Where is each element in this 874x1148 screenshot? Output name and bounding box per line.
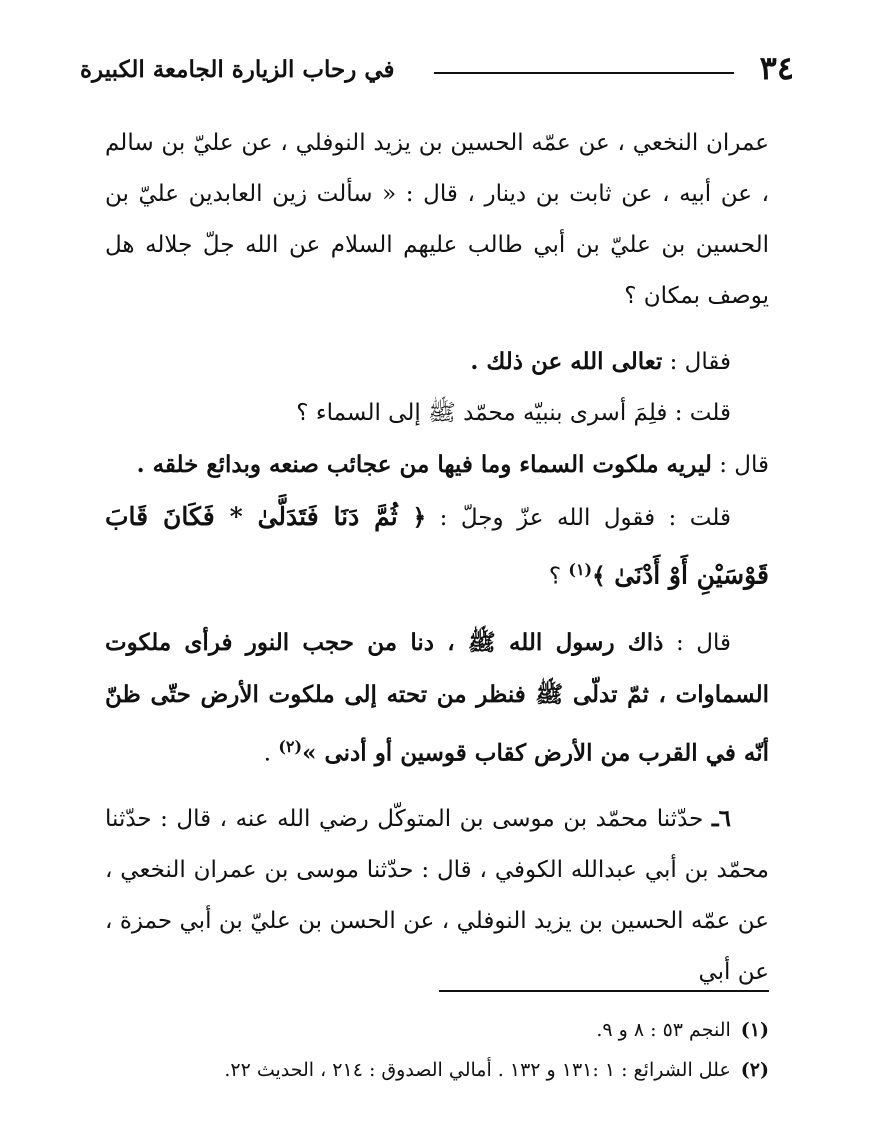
header-rule <box>434 72 734 74</box>
page-header <box>80 48 794 94</box>
footnote-number: (١) <box>740 1019 769 1041</box>
hadith-number: ٦ـ <box>711 805 731 833</box>
quran-verse: ثُمَّ دَنَا فَتَدَلَّىٰ * فَكَانَ قَابَ قَوْسَيْنِ أَوْ أَدْنَىٰ <box>105 502 769 590</box>
paragraph-answer-1 <box>105 336 769 388</box>
paragraph-answer-2 <box>105 439 769 491</box>
footnote-2 <box>105 1050 769 1090</box>
quran-bracket-open: ﴿ <box>412 504 427 531</box>
speaker-lead: فقال : <box>662 349 731 375</box>
footnotes <box>105 1010 769 1090</box>
imam-answer: ليريه ملكوت السماء وما فيها من عجائب صنعه وبدائع خلقه . <box>136 451 712 478</box>
speaker-lead: قلت : فقول الله عزّ وجلّ : <box>426 505 731 531</box>
footnote-ref-1: (١) <box>568 560 593 579</box>
speaker-lead: قال : <box>711 452 769 478</box>
question-tail: ؟ <box>548 563 569 590</box>
paragraph-question-2: قلت : فلِمَ أسرى بنبيّه محمّد ﷺ إلى السماء ؟ <box>296 400 731 426</box>
footnote-number: (٢) <box>740 1059 769 1081</box>
paragraph-hadith-6 <box>105 793 769 998</box>
imam-answer: تعالى الله عن ذلك . <box>470 348 663 375</box>
footnote-ref-2: (٢) <box>278 736 303 756</box>
hadith-chain: حدّثنا محمّد بن موسى بن المتوكّل رضي الله عنه ، قال : حدّثنا محمّد بن أبي عبدالله الكوفي ، قال : حدّثنا موسى بن عمران النخعي ، عن عمّه الحسين بن يزيد النوفلي ، عن الحسن بن عليّ بن أبي حمزة ، عن أبي <box>105 806 769 986</box>
footnote-text: النجم ٥٣ : ٨ و ٩. <box>596 1019 731 1041</box>
paragraph-answer-3 <box>105 617 769 780</box>
page-number: ٣٤ <box>759 49 794 87</box>
footnote-1 <box>105 1010 769 1050</box>
imam-answer: ذاك رسول الله ﷺ ، دنا من حجب النور فرأى ملكوت السماوات ، ثمّ تدلّى ﷺ فنظر من تحته إلى ملكوت الأرض حتّى ظنّ أنّه في القرب من الأرض كقاب قوسين أو أدنى » <box>105 628 769 767</box>
footnote-text: علل الشرائع : ١ :١٣١ و ١٣٢ . أمالي الصدوق : ٢١٤ ، الحديث ٢٢. <box>224 1059 731 1081</box>
quran-bracket-close: ﴾ <box>592 562 606 590</box>
running-title: في رحاب الزيارة الجامعة الكبيرة <box>80 56 395 83</box>
main-text <box>105 118 769 998</box>
footnote-rule <box>439 990 769 992</box>
speaker-lead: قال : <box>663 629 731 656</box>
answer-tail: . <box>263 740 279 767</box>
paragraph-narration: عمران النخعي ، عن عمّه الحسين بن يزيد النوفلي ، عن عليّ بن سالم ، عن أبيه ، عن ثابت بن دينار ، قال : « سألت زين العابدين عليّ بن الحسين بن عليّ بن أبي طالب عليهم السلام عن الله جلّ جلاله هل يوصف بمكان ؟ <box>105 130 769 309</box>
paragraph-question-3 <box>105 491 769 603</box>
